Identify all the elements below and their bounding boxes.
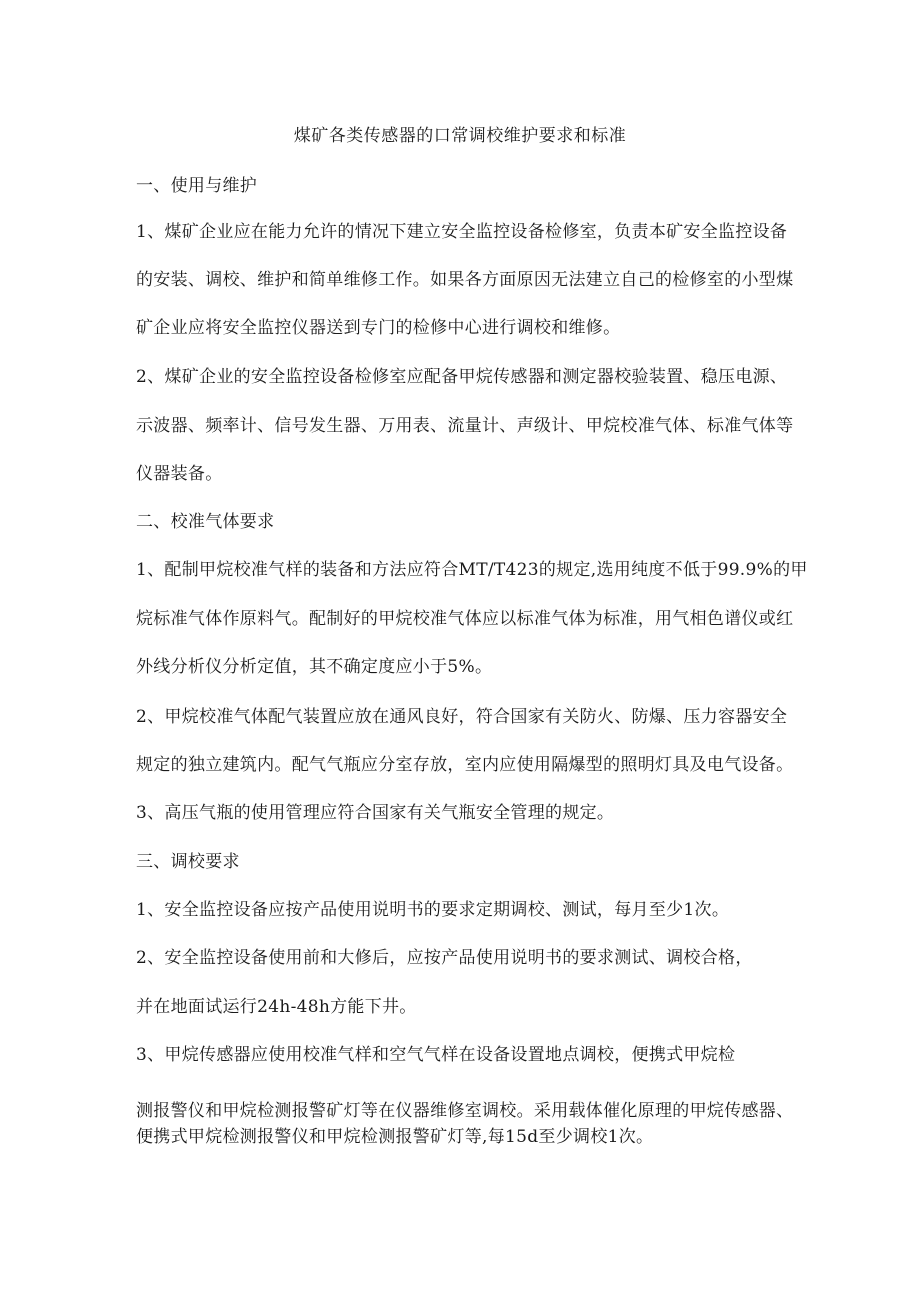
paragraph-line: 1、配制甲烷校准气样的装备和方法应符合MT/T423的规定,选用纯度不低于99.9%的甲 <box>136 560 808 580</box>
paragraph-line: 烷标准气体作原料气。配制好的甲烷校准气体应以标准气体为标准，用气相色谱仪或红 <box>136 609 794 629</box>
paragraph-line: 的安装、调校、维护和简单维修工作。如果各方面原因无法建立自己的检修室的小型煤 <box>136 270 794 290</box>
section-heading-1: 一、使用与维护 <box>136 176 258 196</box>
paragraph-line: 3、甲烷传感器应使用校准气样和空气气样在设备设置地点调校，便携式甲烷检 <box>136 1045 736 1065</box>
paragraph-line: 测报警仪和甲烷检测报警矿灯等在仪器维修室调校。采用载体催化原理的甲烷传感器、 <box>136 1101 794 1121</box>
paragraph-line: 便携式甲烷检测报警仪和甲烷检测报警矿灯等,每15d至少调校1次。 <box>136 1127 654 1147</box>
paragraph-line: 2、煤矿企业的安全监控设备检修室应配备甲烷传感器和测定器校验装置、稳压电源、 <box>136 367 788 387</box>
paragraph-line: 矿企业应将安全监控仪器送到专门的检修中心进行调校和维修。 <box>136 318 621 338</box>
paragraph-line: 3、高压气瓶的使用管理应符合国家有关气瓶安全管理的规定。 <box>136 803 615 823</box>
paragraph-line: 2、甲烷校准气体配气装置应放在通风良好，符合国家有关防火、防爆、压力容器安全 <box>136 707 788 727</box>
paragraph-line: 规定的独立建筑内。配气气瓶应分室存放，室内应使用隔爆型的照明灯具及电气设备。 <box>136 755 794 775</box>
section-heading-3: 三、调校要求 <box>136 852 240 872</box>
paragraph-line: 并在地面试运行24h-48h方能下井。 <box>136 997 417 1017</box>
document-title: 煤矿各类传感器的口常调校维护要求和标准 <box>293 126 627 146</box>
paragraph-line: 示波器、频率计、信号发生器、万用表、流量计、声级计、甲烷校准气体、标准气体等 <box>136 416 794 436</box>
paragraph-line: 1、煤矿企业应在能力允许的情况下建立安全监控设备检修室，负责本矿安全监控设备 <box>136 222 788 242</box>
paragraph-line: 2、安全监控设备使用前和大修后，应按产品使用说明书的要求测试、调校合格， <box>136 948 753 968</box>
paragraph-line: 外线分析仪分析定值，其不确定度应小于5%。 <box>136 657 493 677</box>
section-heading-2: 二、校准气体要求 <box>136 512 275 532</box>
paragraph-line: 仪器装备。 <box>136 464 223 484</box>
paragraph-line: 1、安全监控设备应按产品使用说明书的要求定期调校、测试，每月至少1次。 <box>136 900 730 920</box>
